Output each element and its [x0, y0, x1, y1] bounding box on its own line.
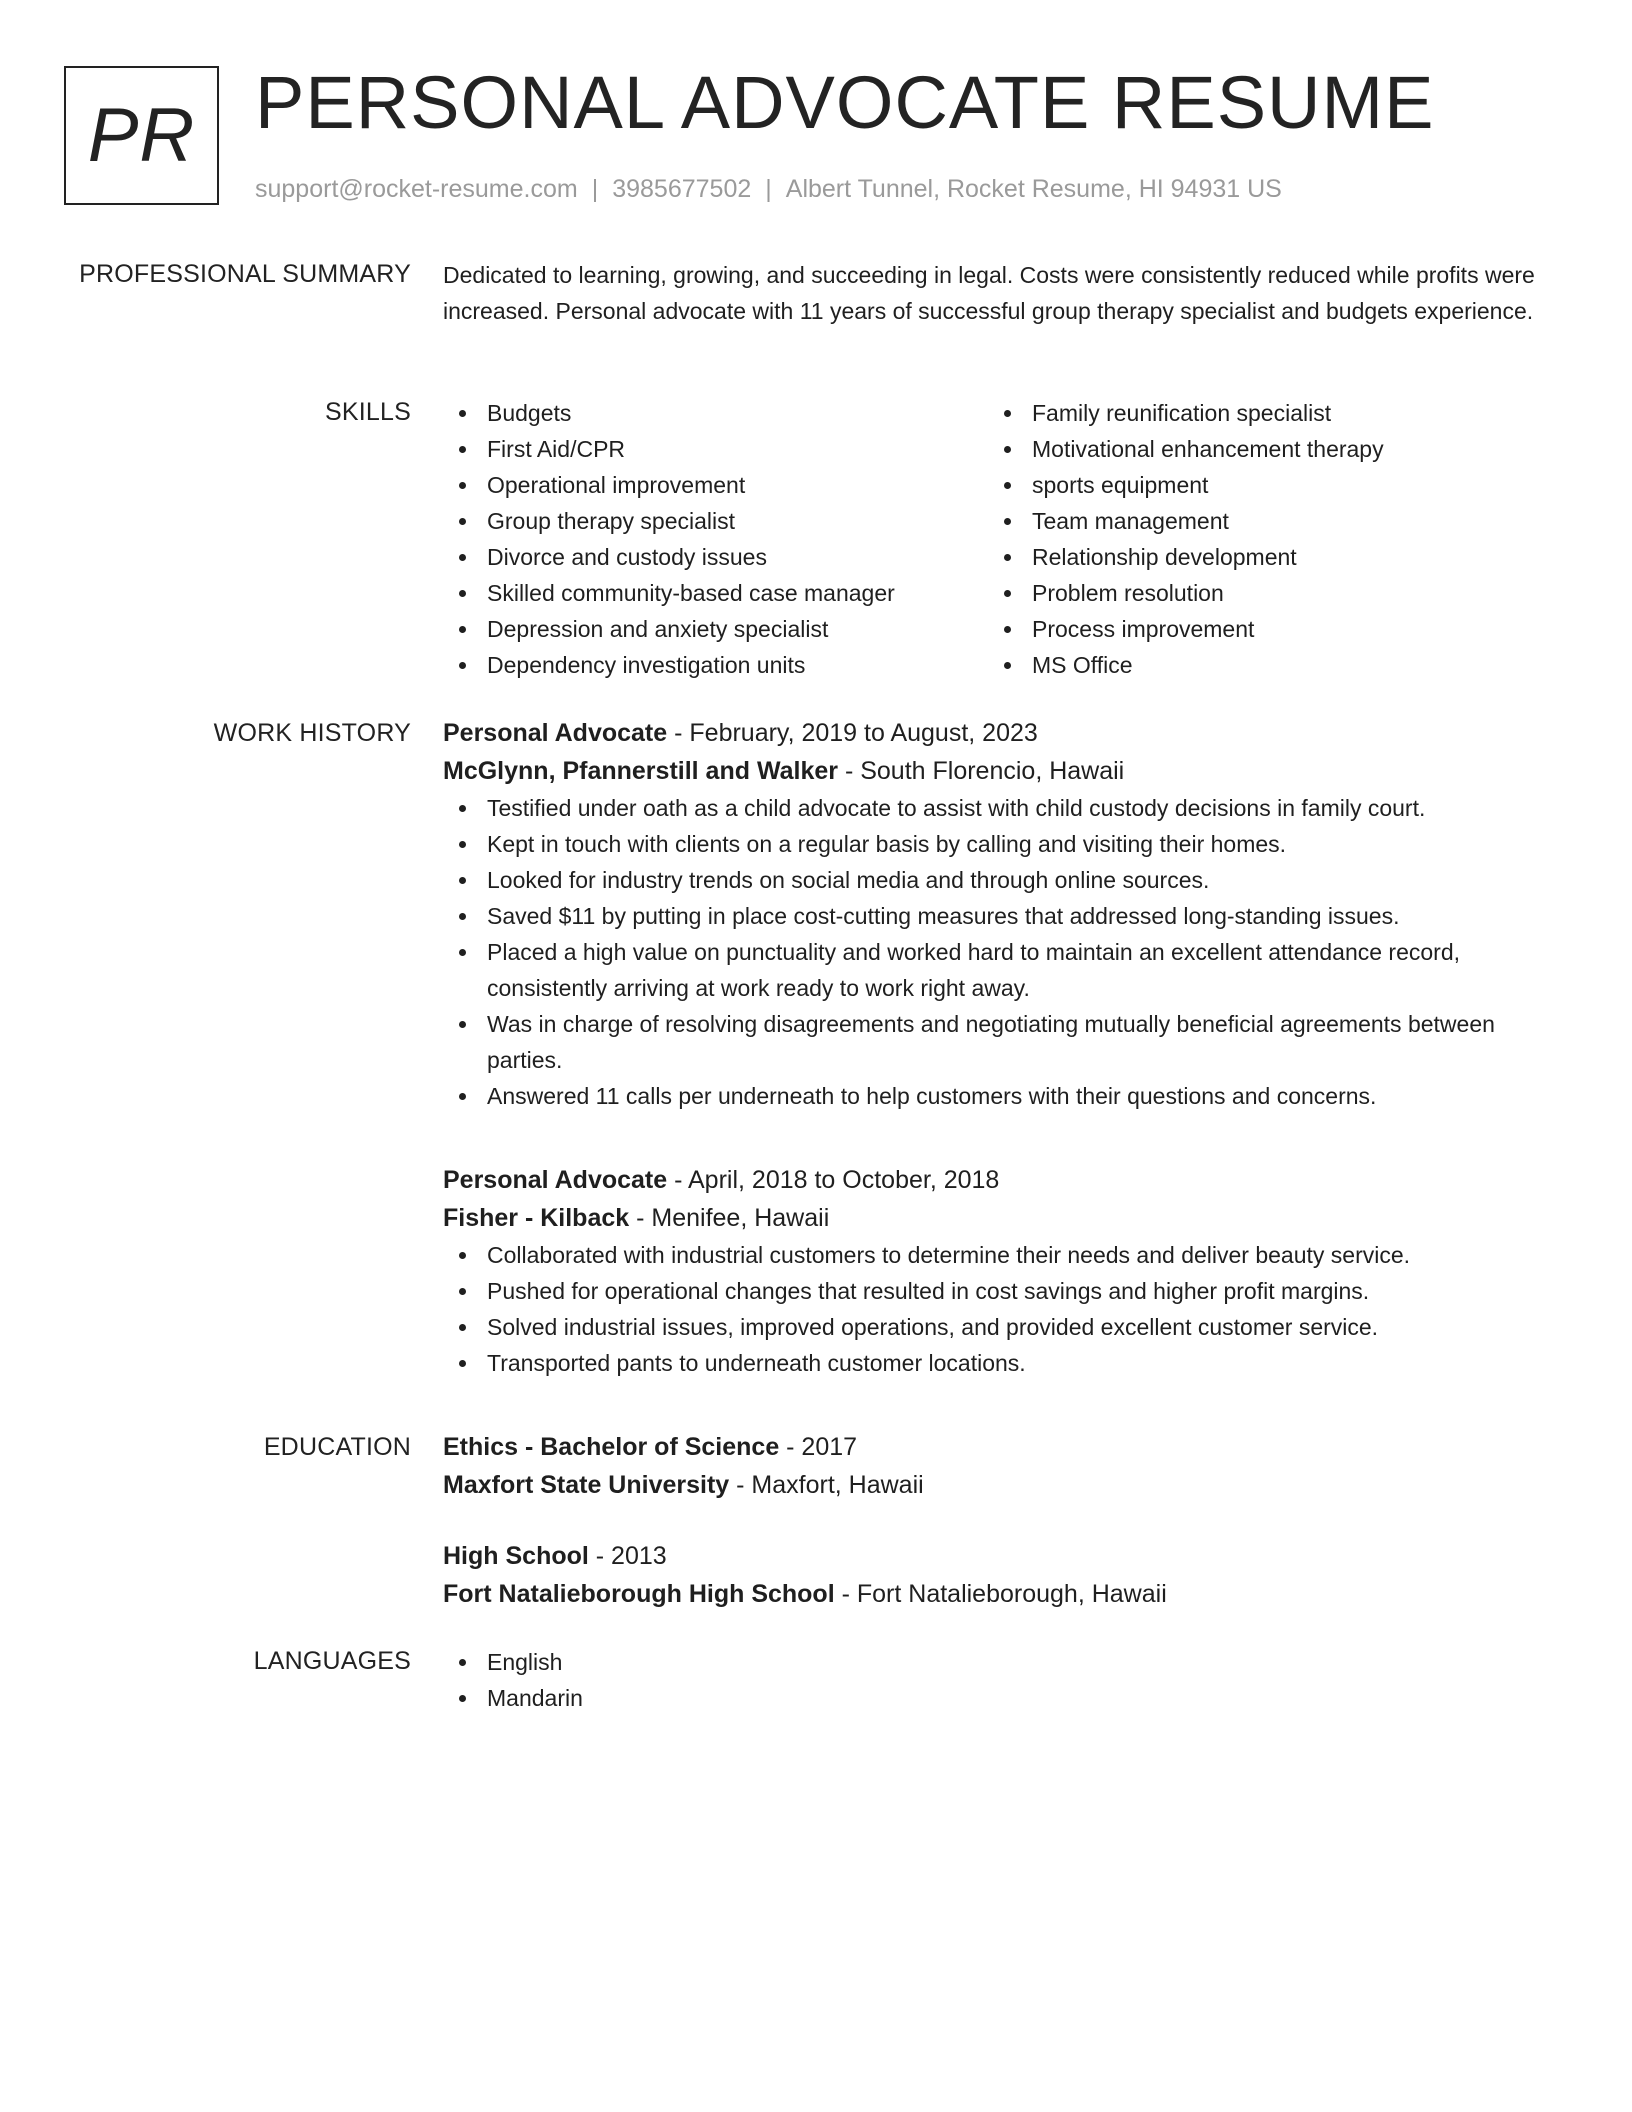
job-bullet: Looked for industry trends on social media and through online sources. [443, 862, 1563, 898]
skill-item: Budgets [443, 395, 988, 431]
job-company: Fisher - Kilback [443, 1204, 630, 1232]
language-item: English [443, 1644, 1563, 1680]
job-title-line [443, 714, 1563, 752]
education-year: - 2013 [588, 1542, 667, 1570]
resume-title: PERSONAL ADVOCATE RESUME [255, 61, 1435, 144]
job-bullet: Collaborated with industrial customers to determine their needs and deliver beauty service. [443, 1237, 1563, 1273]
job-bullet: Was in charge of resolving disagreements and negotiating mutually beneficial agreements between parties. [443, 1006, 1563, 1078]
skill-item: Process improvement [988, 611, 1533, 647]
skill-item: Family reunification specialist [988, 395, 1533, 431]
skill-item: sports equipment [988, 467, 1533, 503]
contact-separator: | [591, 175, 599, 203]
skill-item: Dependency investigation units [443, 647, 988, 683]
skill-item: Group therapy specialist [443, 503, 988, 539]
skill-item: Depression and anxiety specialist [443, 611, 988, 647]
job-bullet: Saved $11 by putting in place cost-cutting measures that addressed long-standing issues. [443, 898, 1563, 934]
education-entry [443, 1537, 1563, 1613]
job-title: Personal Advocate [443, 719, 668, 747]
job-bullet: Testified under oath as a child advocate to assist with child custody decisions in family court. [443, 790, 1563, 826]
job-bullet: Placed a high value on punctuality and worked hard to maintain an excellent attendance record, consistently arriving at work ready to work right away. [443, 934, 1563, 1006]
education-degree: High School [443, 1542, 589, 1570]
language-item: Mandarin [443, 1680, 1563, 1716]
education-school: Fort Natalieborough High School [443, 1580, 835, 1608]
job-title-line [443, 1161, 1563, 1199]
job-location: - Menifee, Hawaii [629, 1204, 830, 1232]
education-degree-line [443, 1428, 1563, 1466]
skill-item: Team management [988, 503, 1533, 539]
job-bullet: Kept in touch with clients on a regular basis by calling and visiting their homes. [443, 826, 1563, 862]
contact-phone: 3985677502 [612, 175, 752, 203]
skills-left-list [443, 395, 988, 683]
monogram-box [64, 66, 219, 205]
contact-line [255, 172, 1282, 206]
job-entry [443, 714, 1563, 1114]
skill-item: Relationship development [988, 539, 1533, 575]
contact-address: Albert Tunnel, Rocket Resume, HI 94931 US [785, 175, 1282, 203]
job-entry [443, 1161, 1563, 1381]
skill-item: MS Office [988, 647, 1533, 683]
skill-item: Problem resolution [988, 575, 1533, 611]
contact-separator: | [765, 175, 772, 203]
education-location: - Maxfort, Hawaii [729, 1471, 924, 1499]
education-location: - Fort Natalieborough, Hawaii [834, 1580, 1167, 1608]
job-company-line [443, 1199, 1563, 1237]
languages-label: LANGUAGES [253, 1647, 411, 1675]
skills-right-list [988, 395, 1533, 683]
summary-body [443, 257, 1563, 329]
skill-item: Divorce and custody issues [443, 539, 988, 575]
job-bullet: Pushed for operational changes that resulted in cost savings and higher profit margins. [443, 1273, 1563, 1309]
languages-list [443, 1644, 1563, 1716]
skills-grid [443, 395, 1563, 683]
job-bullets [443, 1237, 1563, 1381]
skill-item: First Aid/CPR [443, 431, 988, 467]
job-title: Personal Advocate [443, 1166, 668, 1194]
education-school: Maxfort State University [443, 1471, 730, 1499]
job-company-line [443, 752, 1563, 790]
summary-text: Dedicated to learning, growing, and succeeding in legal. Costs were consistently reduced while profits were increased. Personal advocate with 11 years of successful group therapy specialist and budgets experience. [443, 262, 1535, 324]
education-degree-line [443, 1537, 1563, 1575]
education-entry [443, 1428, 1563, 1504]
education-year: - 2017 [779, 1433, 858, 1461]
contact-email: support@rocket-resume.com [255, 175, 578, 203]
job-bullet: Transported pants to underneath customer locations. [443, 1345, 1563, 1381]
monogram-initials: PR [87, 92, 196, 178]
work-history-label: WORK HISTORY [213, 719, 411, 747]
job-bullets [443, 790, 1563, 1114]
job-dates: - April, 2018 to October, 2018 [667, 1166, 1000, 1194]
education-degree: Ethics - Bachelor of Science [443, 1433, 780, 1461]
skills-body [443, 395, 1563, 683]
education-school-line [443, 1575, 1563, 1613]
job-bullet: Solved industrial issues, improved operations, and provided excellent customer service. [443, 1309, 1563, 1345]
summary-label: PROFESSIONAL SUMMARY [79, 260, 411, 288]
job-dates: - February, 2019 to August, 2023 [667, 719, 1038, 747]
education-label: EDUCATION [263, 1433, 411, 1461]
skill-item: Operational improvement [443, 467, 988, 503]
education-school-line [443, 1466, 1563, 1504]
skill-item: Motivational enhancement therapy [988, 431, 1533, 467]
skill-item: Skilled community-based case manager [443, 575, 988, 611]
job-bullet: Answered 11 calls per underneath to help customers with their questions and concerns. [443, 1078, 1563, 1114]
job-company: McGlynn, Pfannerstill and Walker [443, 757, 838, 785]
languages-body [443, 1644, 1563, 1716]
skills-label: SKILLS [325, 398, 411, 426]
job-location: - South Florencio, Hawaii [838, 757, 1125, 785]
